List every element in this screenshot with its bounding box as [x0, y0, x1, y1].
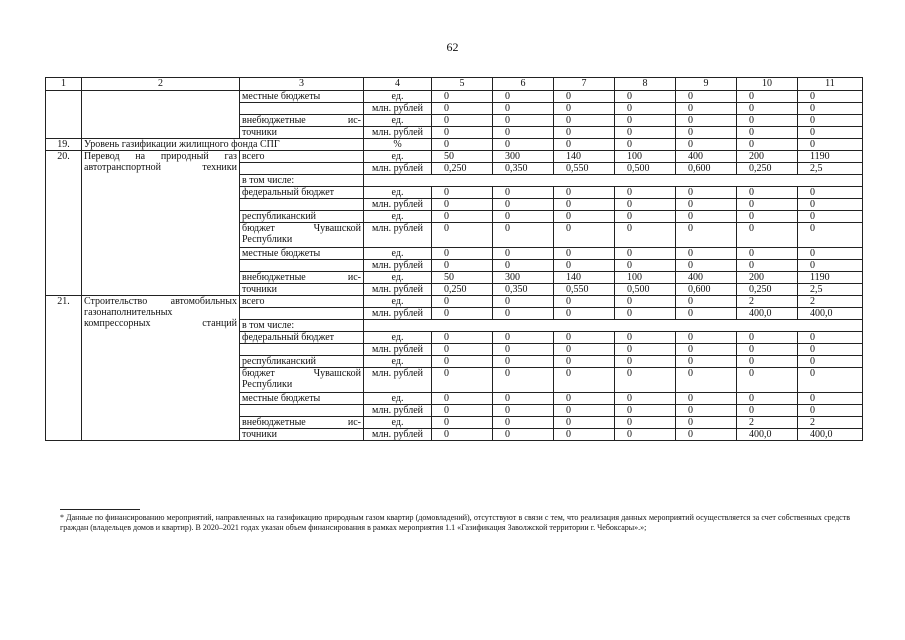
value-cell: 0: [615, 139, 676, 151]
funding-source: точники: [240, 429, 364, 441]
unit-cell: млн. рублей: [364, 163, 432, 175]
value-cell: 0: [676, 260, 737, 272]
value-cell: 0: [798, 139, 863, 151]
value-cell: 300: [493, 272, 554, 284]
value-cell: 0: [493, 393, 554, 405]
value-cell: 0: [737, 199, 798, 211]
unit-cell: млн. рублей: [364, 405, 432, 417]
value-cell: 0: [737, 260, 798, 272]
value-cell: 0: [676, 344, 737, 356]
unit-cell: ед.: [364, 393, 432, 405]
header-row: [46, 78, 863, 91]
value-cell: 0,250: [432, 163, 493, 175]
funding-source: внебюджетные ис-: [240, 417, 364, 429]
value-cell: 0: [432, 199, 493, 211]
value-cell: 100: [615, 151, 676, 163]
value-cell: 0: [554, 139, 615, 151]
value-cell: 0: [737, 332, 798, 344]
funding-source: всего: [240, 296, 364, 308]
value-cell: 0: [737, 344, 798, 356]
value-cell: 0: [676, 393, 737, 405]
value-cell: 0: [615, 368, 676, 393]
value-cell: 400: [676, 272, 737, 284]
value-cell: 0: [432, 429, 493, 441]
value-cell: 0: [798, 91, 863, 103]
value-cell: 0: [798, 127, 863, 139]
value-cell: 0: [798, 223, 863, 248]
value-cell: 0: [615, 405, 676, 417]
footnote: * Данные по финансированию мероприятий, направленных на газификацию природным газом квартир (домовладений), отсутствуют в связи с тем, что реализация данных мероприятий осуществляется за счет собственных средств граждан (владельцев домов и квартир). В 2020–2021 годах указан объем финансирования в рамках мероприятия 1.1 «Газификация Заволжской территории г. Чебоксары».»;: [60, 513, 850, 532]
funding-source: [240, 308, 364, 320]
funding-source: бюджет Чувашской Республики: [240, 368, 364, 393]
value-cell: 2: [737, 417, 798, 429]
row-number: 19.: [46, 139, 82, 151]
value-cell: 0: [554, 344, 615, 356]
funding-source: в том числе:: [240, 320, 364, 332]
value-cell: 0: [615, 344, 676, 356]
value-cell: 0: [493, 127, 554, 139]
value-cell: 0,250: [432, 284, 493, 296]
value-cell: 0: [798, 260, 863, 272]
value-cell: 0: [737, 248, 798, 260]
value-cell: 200: [737, 151, 798, 163]
unit-cell: млн. рублей: [364, 344, 432, 356]
unit-cell: ед.: [364, 356, 432, 368]
value-cell: 0: [615, 417, 676, 429]
value-cell: 400,0: [798, 429, 863, 441]
row-number: [46, 91, 82, 139]
table-row: [46, 296, 863, 308]
value-cell: 0: [432, 332, 493, 344]
indicator-name: Уровень газификации жилищного фонда СПГ: [82, 139, 364, 151]
value-cell: 0,350: [493, 284, 554, 296]
value-cell: 0: [554, 405, 615, 417]
funding-source: внебюджетные ис-: [240, 272, 364, 284]
value-cell: 0: [615, 103, 676, 115]
value-cell: 0: [737, 103, 798, 115]
value-cell: 0: [676, 139, 737, 151]
value-cell: 0: [737, 187, 798, 199]
value-cell: 50: [432, 151, 493, 163]
value-cell: 0: [615, 332, 676, 344]
value-cell: 0: [432, 211, 493, 223]
value-cell: 0: [798, 187, 863, 199]
funding-source: точники: [240, 127, 364, 139]
funding-source: бюджет Чувашской Республики: [240, 223, 364, 248]
value-cell: 0: [798, 115, 863, 127]
unit-cell: ед.: [364, 248, 432, 260]
value-cell: 0: [676, 429, 737, 441]
value-cell: 0: [554, 103, 615, 115]
value-cell: 0: [432, 405, 493, 417]
funding-source: внебюджетные ис-: [240, 115, 364, 127]
value-cell: 140: [554, 151, 615, 163]
value-cell: 0: [493, 187, 554, 199]
header-cell: 11: [798, 78, 863, 91]
indicator-name: Перевод на природный газ автотранспортной техники: [82, 151, 240, 296]
value-cell: 0: [615, 260, 676, 272]
value-cell: 0,600: [676, 284, 737, 296]
funding-source: [240, 199, 364, 211]
header-cell: 2: [82, 78, 240, 91]
value-cell: 0,600: [676, 163, 737, 175]
value-cell: 50: [432, 272, 493, 284]
value-cell: 0: [554, 308, 615, 320]
header-cell: 7: [554, 78, 615, 91]
header-cell: 8: [615, 78, 676, 91]
unit-cell: ед.: [364, 115, 432, 127]
value-cell: 0: [798, 248, 863, 260]
empty-cell: [364, 175, 863, 187]
value-cell: 0: [554, 356, 615, 368]
value-cell: 0: [676, 417, 737, 429]
value-cell: 0,550: [554, 284, 615, 296]
value-cell: 0: [737, 368, 798, 393]
row-number: 20.: [46, 151, 82, 296]
header-cell: 1: [46, 78, 82, 91]
value-cell: 0: [798, 368, 863, 393]
value-cell: 0: [432, 296, 493, 308]
value-cell: 0: [798, 356, 863, 368]
value-cell: 0: [432, 103, 493, 115]
row-number: 21.: [46, 296, 82, 441]
funding-source: в том числе:: [240, 175, 364, 187]
value-cell: 0: [432, 115, 493, 127]
value-cell: 0: [676, 115, 737, 127]
value-cell: 140: [554, 272, 615, 284]
indicator-name: [82, 91, 240, 139]
value-cell: 2: [798, 296, 863, 308]
unit-cell: млн. рублей: [364, 127, 432, 139]
unit-cell: ед.: [364, 211, 432, 223]
value-cell: 0: [493, 91, 554, 103]
value-cell: 0: [615, 393, 676, 405]
value-cell: 0: [432, 308, 493, 320]
value-cell: 0: [493, 417, 554, 429]
empty-cell: [364, 320, 863, 332]
value-cell: 0: [737, 393, 798, 405]
value-cell: 0: [676, 368, 737, 393]
value-cell: 0: [676, 187, 737, 199]
unit-cell: млн. рублей: [364, 368, 432, 393]
value-cell: 200: [737, 272, 798, 284]
funding-source: точники: [240, 284, 364, 296]
value-cell: 0: [615, 211, 676, 223]
value-cell: 0: [798, 332, 863, 344]
value-cell: 2: [737, 296, 798, 308]
value-cell: 0: [432, 139, 493, 151]
value-cell: 0: [676, 211, 737, 223]
value-cell: 0: [615, 296, 676, 308]
header-cell: 5: [432, 78, 493, 91]
value-cell: 0: [676, 91, 737, 103]
funding-source: местные бюджеты: [240, 248, 364, 260]
value-cell: 0: [615, 187, 676, 199]
unit-cell: ед.: [364, 187, 432, 199]
value-cell: 0: [493, 308, 554, 320]
value-cell: 0: [432, 127, 493, 139]
unit-cell: %: [364, 139, 432, 151]
header-cell: 10: [737, 78, 798, 91]
table-row: [46, 139, 863, 151]
value-cell: 400,0: [798, 308, 863, 320]
value-cell: 0: [554, 199, 615, 211]
value-cell: 0: [798, 393, 863, 405]
value-cell: 2,5: [798, 284, 863, 296]
value-cell: 0: [493, 332, 554, 344]
value-cell: 0: [432, 356, 493, 368]
value-cell: 0: [432, 187, 493, 199]
header-cell: 6: [493, 78, 554, 91]
value-cell: 0: [493, 344, 554, 356]
value-cell: 0: [493, 139, 554, 151]
page-number: 62: [446, 40, 459, 54]
funding-source: [240, 260, 364, 272]
value-cell: 0: [737, 139, 798, 151]
value-cell: 0: [432, 248, 493, 260]
value-cell: 0: [737, 223, 798, 248]
value-cell: 1190: [798, 272, 863, 284]
indicator-name: Строительство автомобильных газонаполнительных компрессорных станций: [82, 296, 240, 441]
value-cell: 0: [493, 356, 554, 368]
funding-source: [240, 344, 364, 356]
value-cell: 0,500: [615, 163, 676, 175]
value-cell: 0: [554, 296, 615, 308]
value-cell: 400,0: [737, 308, 798, 320]
unit-cell: млн. рублей: [364, 199, 432, 211]
value-cell: 0: [554, 429, 615, 441]
funding-source: [240, 163, 364, 175]
value-cell: 0: [554, 260, 615, 272]
value-cell: 0: [493, 260, 554, 272]
value-cell: 0: [493, 248, 554, 260]
value-cell: 0: [554, 223, 615, 248]
value-cell: 0: [554, 393, 615, 405]
value-cell: 0: [554, 211, 615, 223]
value-cell: 0: [676, 199, 737, 211]
funding-source: федеральный бюджет: [240, 332, 364, 344]
value-cell: 0: [676, 296, 737, 308]
value-cell: 0: [737, 127, 798, 139]
value-cell: 0: [615, 356, 676, 368]
value-cell: 0: [615, 127, 676, 139]
value-cell: 0: [798, 199, 863, 211]
value-cell: 0: [493, 368, 554, 393]
financing-table: [45, 77, 863, 441]
unit-cell: ед.: [364, 91, 432, 103]
value-cell: 0: [432, 223, 493, 248]
footnote-separator: [60, 509, 140, 510]
value-cell: 0: [676, 332, 737, 344]
unit-cell: млн. рублей: [364, 260, 432, 272]
value-cell: 2: [798, 417, 863, 429]
value-cell: 0: [554, 127, 615, 139]
value-cell: 0: [432, 91, 493, 103]
header-cell: 4: [364, 78, 432, 91]
value-cell: 0: [615, 308, 676, 320]
value-cell: 0: [737, 356, 798, 368]
value-cell: 0: [432, 344, 493, 356]
header-cell: 9: [676, 78, 737, 91]
unit-cell: млн. рублей: [364, 308, 432, 320]
value-cell: 0: [737, 211, 798, 223]
value-cell: 0,250: [737, 163, 798, 175]
value-cell: 0: [493, 296, 554, 308]
value-cell: 0: [676, 248, 737, 260]
value-cell: 0: [676, 356, 737, 368]
value-cell: 0: [676, 405, 737, 417]
value-cell: 0: [432, 368, 493, 393]
funding-source: местные бюджеты: [240, 393, 364, 405]
funding-source: [240, 103, 364, 115]
value-cell: 400: [676, 151, 737, 163]
value-cell: 0: [493, 405, 554, 417]
funding-source: всего: [240, 151, 364, 163]
value-cell: 300: [493, 151, 554, 163]
value-cell: 0: [493, 115, 554, 127]
value-cell: 0,250: [737, 284, 798, 296]
table-row: [46, 91, 863, 103]
value-cell: 0: [493, 211, 554, 223]
value-cell: 0: [737, 405, 798, 417]
value-cell: 0: [554, 248, 615, 260]
value-cell: 0: [798, 103, 863, 115]
unit-cell: ед.: [364, 417, 432, 429]
value-cell: 0: [737, 91, 798, 103]
funding-source: республиканский: [240, 356, 364, 368]
value-cell: 0,550: [554, 163, 615, 175]
value-cell: 0: [493, 223, 554, 248]
unit-cell: млн. рублей: [364, 223, 432, 248]
value-cell: 0: [493, 199, 554, 211]
value-cell: 100: [615, 272, 676, 284]
value-cell: 0: [798, 344, 863, 356]
value-cell: 0: [554, 115, 615, 127]
value-cell: 0: [615, 199, 676, 211]
value-cell: 0: [615, 248, 676, 260]
table-row: [46, 151, 863, 163]
funding-source: федеральный бюджет: [240, 187, 364, 199]
header-cell: 3: [240, 78, 364, 91]
value-cell: 0: [554, 187, 615, 199]
value-cell: 0: [676, 308, 737, 320]
value-cell: 0: [554, 368, 615, 393]
value-cell: 400,0: [737, 429, 798, 441]
value-cell: 0: [615, 429, 676, 441]
value-cell: 0: [676, 127, 737, 139]
funding-source: [240, 405, 364, 417]
unit-cell: млн. рублей: [364, 103, 432, 115]
value-cell: 0: [493, 103, 554, 115]
unit-cell: ед.: [364, 151, 432, 163]
unit-cell: млн. рублей: [364, 429, 432, 441]
value-cell: 0,350: [493, 163, 554, 175]
unit-cell: ед.: [364, 332, 432, 344]
value-cell: 0: [432, 393, 493, 405]
funding-source: республиканский: [240, 211, 364, 223]
value-cell: 0: [554, 91, 615, 103]
value-cell: 2,5: [798, 163, 863, 175]
funding-source: местные бюджеты: [240, 91, 364, 103]
unit-cell: ед.: [364, 272, 432, 284]
value-cell: 0: [615, 91, 676, 103]
value-cell: 0: [676, 103, 737, 115]
value-cell: 0: [798, 211, 863, 223]
value-cell: 0: [737, 115, 798, 127]
value-cell: 0: [554, 417, 615, 429]
value-cell: 0: [493, 429, 554, 441]
value-cell: 0: [554, 332, 615, 344]
unit-cell: ед.: [364, 296, 432, 308]
unit-cell: млн. рублей: [364, 284, 432, 296]
value-cell: 0: [615, 115, 676, 127]
value-cell: 0: [432, 417, 493, 429]
value-cell: 1190: [798, 151, 863, 163]
value-cell: 0: [798, 405, 863, 417]
value-cell: 0: [432, 260, 493, 272]
value-cell: 0: [676, 223, 737, 248]
value-cell: 0,500: [615, 284, 676, 296]
value-cell: 0: [615, 223, 676, 248]
